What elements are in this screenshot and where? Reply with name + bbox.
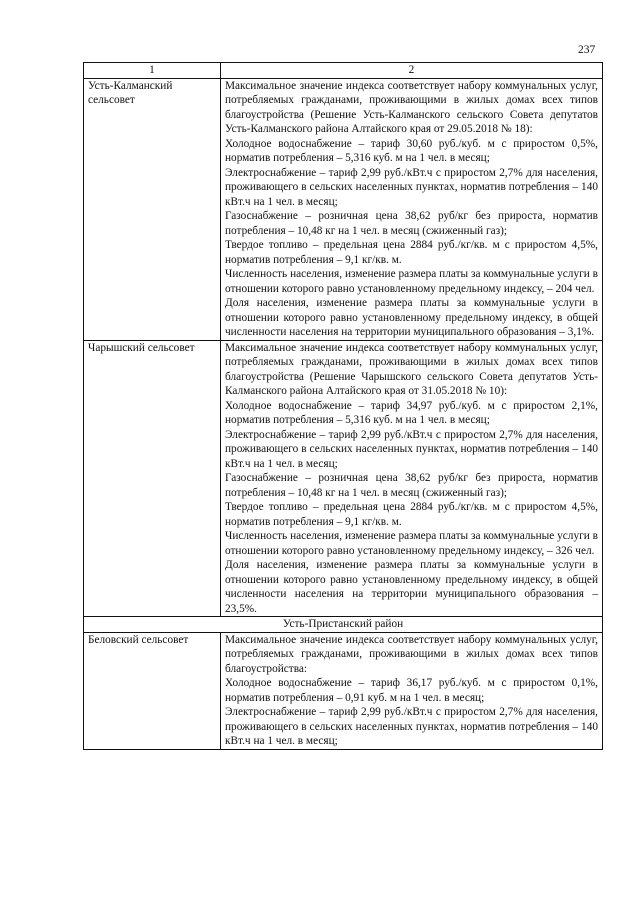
description-paragraph: Максимальное значение индекса соответствует набору коммунальных услуг, потребляемых гражданами, проживающими в жилых домах всех типов благоустройства (Решение Чарышского сельского Совета депутатов Усть-Калманского района Алтайского края от 31.05.2018 № 10): <box>225 341 598 397</box>
region-title: Усть-Пристанский район <box>84 617 603 633</box>
table-row <box>84 632 603 749</box>
page-number: 237 <box>578 44 596 56</box>
settlement-description <box>221 340 603 617</box>
description-paragraph: Доля населения, изменение размера платы за коммунальные услуги в отношении которого равно установленному предельному индексу, в общей численности населения на территории муниципального образования – 23,5%. <box>225 559 598 615</box>
description-paragraph: Газоснабжение – розничная цена 38,62 руб/кг без прироста, норматив потребления – 10,48 кг на 1 чел. в месяц (сжиженный газ); <box>225 472 598 499</box>
settlement-name: Усть-Калманский сельсовет <box>84 78 221 340</box>
description-paragraph: Газоснабжение – розничная цена 38,62 руб/кг без прироста, норматив потребления – 10,48 кг на 1 чел. в месяц (сжиженный газ); <box>225 210 598 237</box>
description-paragraph: Холодное водоснабжение – тариф 30,60 руб./куб. м с приростом 0,5%, норматив потребления – 5,316 куб. м на 1 чел. в месяц; <box>225 137 598 164</box>
description-paragraph: Численность населения, изменение размера платы за коммунальные услуги в отношении которого равно установленному предельному индексу, – 204 чел. <box>225 268 598 295</box>
description-paragraph: Электроснабжение – тариф 2,99 руб./кВт.ч с приростом 2,7% для населения, проживающего в сельских населенных пунктах, норматив потребления – 140 кВт.ч на 1 чел. в месяц; <box>225 166 598 208</box>
settlement-description <box>221 78 603 340</box>
settlement-name: Чарышский сельсовет <box>84 340 221 617</box>
settlements-table <box>83 62 603 750</box>
table-row <box>84 340 603 617</box>
description-paragraph: Доля населения, изменение размера платы за коммунальные услуги в отношении которого равно установленному предельному индексу, в общей численности населения на территории муниципального образования – 3,1%. <box>225 297 598 338</box>
description-paragraph: Твердое топливо – предельная цена 2884 руб./кг/кв. м с приростом 4,5%, норматив потребления – 9,1 кг/кв. м. <box>225 501 598 528</box>
description-paragraph: Численность населения, изменение размера платы за коммунальные услуги в отношении которого равно установленному предельному индексу, – 326 чел. <box>225 530 598 557</box>
description-paragraph: Электроснабжение – тариф 2,99 руб./кВт.ч с приростом 2,7% для населения, проживающего в сельских населенных пунктах, норматив потребления – 140 кВт.ч на 1 чел. в месяц; <box>225 706 598 747</box>
settlement-description <box>221 632 603 749</box>
header-col-1: 1 <box>84 63 221 79</box>
description-paragraph: Максимальное значение индекса соответствует набору коммунальных услуг, потребляемых гражданами, проживающими в жилых домах всех типов благоустройства: <box>225 633 598 675</box>
description-paragraph: Холодное водоснабжение – тариф 34,97 руб./куб. м с приростом 2,1%, норматив потребления – 5,316 куб. м на 1 чел. в месяц; <box>225 399 598 426</box>
description-paragraph: Максимальное значение индекса соответствует набору коммунальных услуг, потребляемых гражданами, проживающими в жилых домах всех типов благоустройства (Решение Усть-Калманского сельского Совета депутатов Усть-Калманского района Алтайского края от 29.05.2018 № 18): <box>225 79 598 135</box>
table-row <box>84 78 603 340</box>
header-col-2: 2 <box>221 63 603 79</box>
description-paragraph: Холодное водоснабжение – тариф 36,17 руб./куб. м с приростом 0,1%, норматив потребления – 0,91 куб. м на 1 чел. в месяц; <box>225 677 598 704</box>
settlement-name: Беловский сельсовет <box>84 632 221 749</box>
description-paragraph: Электроснабжение – тариф 2,99 руб./кВт.ч с приростом 2,7% для населения, проживающего в сельских населенных пунктах, норматив потребления – 140 кВт.ч на 1 чел. в месяц; <box>225 428 598 470</box>
region-row <box>84 617 603 633</box>
table-header-row <box>84 63 603 79</box>
description-paragraph: Твердое топливо – предельная цена 2884 руб./кг/кв. м с приростом 4,5%, норматив потребления – 9,1 кг/кв. м. <box>225 239 598 266</box>
